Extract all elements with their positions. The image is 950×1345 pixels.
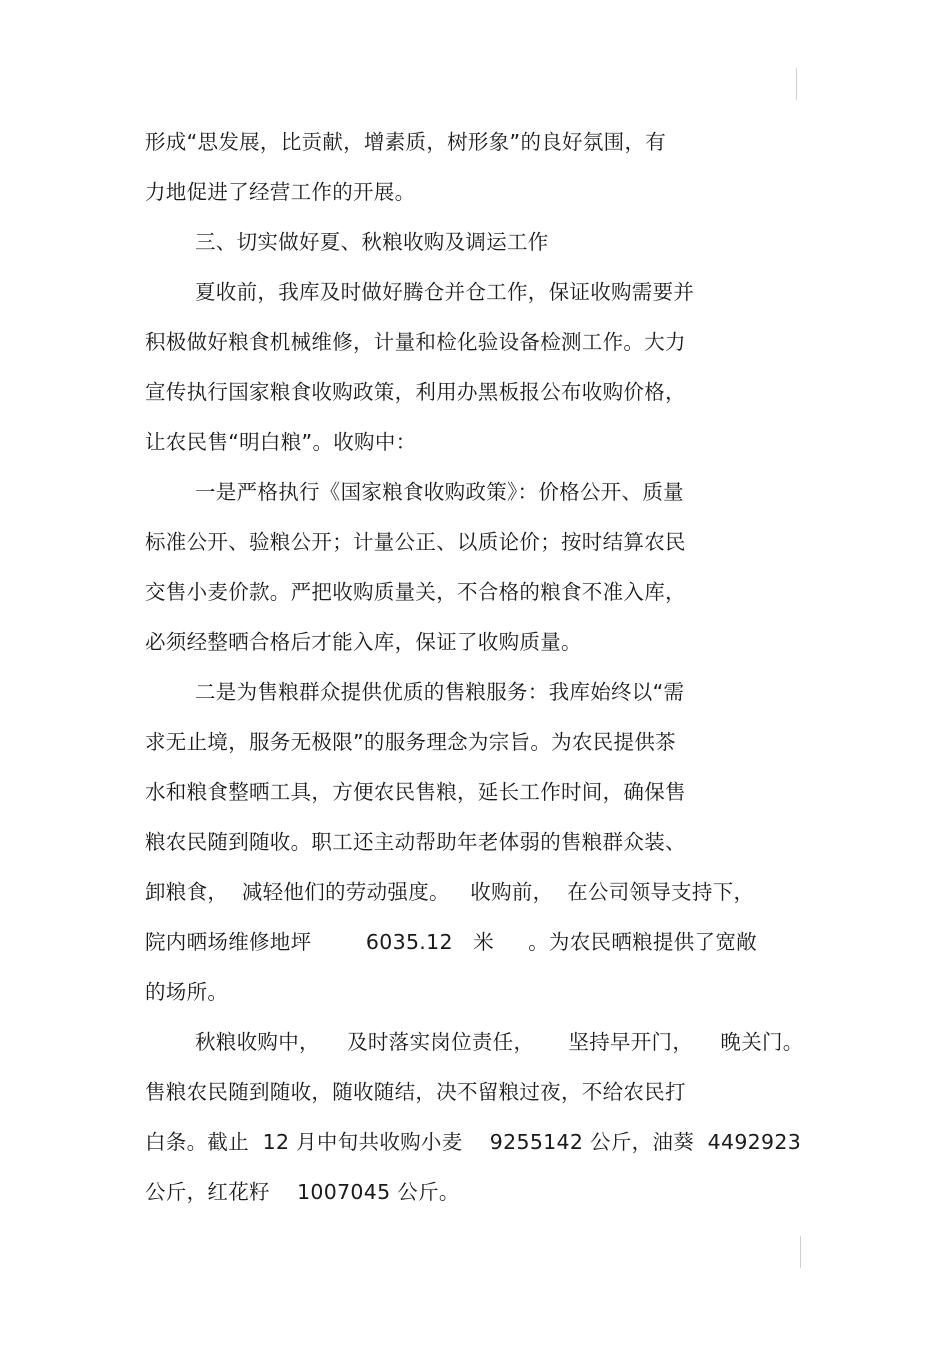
paragraph-line: 必须经整晒合格后才能入库，保证了收购质量。	[145, 630, 582, 654]
paragraph-line: 一是严格执行《国家粮食收购政策》：价格公开、质量	[195, 480, 684, 504]
paragraph-line: 公斤，红花籽 1007045 公斤。	[145, 1180, 460, 1204]
section-heading: 三、切实做好夏、秋粮收购及调运工作	[195, 230, 549, 254]
paragraph-line: 白条。截止 12 月中旬共收购小麦 9255142 公斤，油葵 4492923	[145, 1130, 802, 1154]
paragraph-line: 力地促进了经营工作的开展。	[145, 180, 416, 204]
paragraph-line: 粮农民随到随收。职工还主动帮助年老体弱的售粮群众装、	[145, 830, 686, 854]
page-edge-mark-bottom	[800, 1236, 801, 1268]
paragraph-line: 积极做好粮食机械维修，计量和检化验设备检测工作。大力	[145, 330, 686, 354]
paragraph-line: 求无止境，服务无极限”的服务理念为宗旨。为农民提供茶	[145, 730, 676, 754]
paragraph-line: 的场所。	[145, 980, 229, 1004]
paragraph-line: 卸粮食， 减轻他们的劳动强度。 收购前， 在公司领导支持下，	[145, 880, 755, 904]
paragraph-line: 宣传执行国家粮食收购政策，利用办黑板报公布收购价格，	[145, 380, 686, 404]
page-edge-mark-top	[796, 68, 797, 100]
paragraph-line: 形成“思发展，比贡献，增素质，树形象”的良好氛围，有	[145, 130, 667, 154]
paragraph-line: 水和粮食整晒工具，方便农民售粮，延长工作时间，确保售	[145, 780, 686, 804]
paragraph-line: 标准公开、验粮公开；计量公正、以质论价；按时结算农民	[145, 530, 686, 554]
paragraph-line: 交售小麦价款。严把收购质量关，不合格的粮食不准入库，	[145, 580, 686, 604]
paragraph-line: 夏收前，我库及时做好腾仓并仓工作，保证收购需要并	[195, 280, 695, 304]
paragraph-line: 售粮农民随到随收，随收随结，决不留粮过夜，不给农民打	[145, 1080, 686, 1104]
paragraph-line: 让农民售“明白粮”。收购中：	[145, 430, 417, 454]
paragraph-line: 院内晒场维修地坪 6035.12 米 。为农民晒粮提供了宽敞	[145, 930, 757, 954]
paragraph-line: 秋粮收购中， 及时落实岗位责任， 坚持早开门， 晚关门。	[195, 1030, 804, 1054]
paragraph-line: 二是为售粮群众提供优质的售粮服务：我库始终以“需	[195, 680, 685, 704]
